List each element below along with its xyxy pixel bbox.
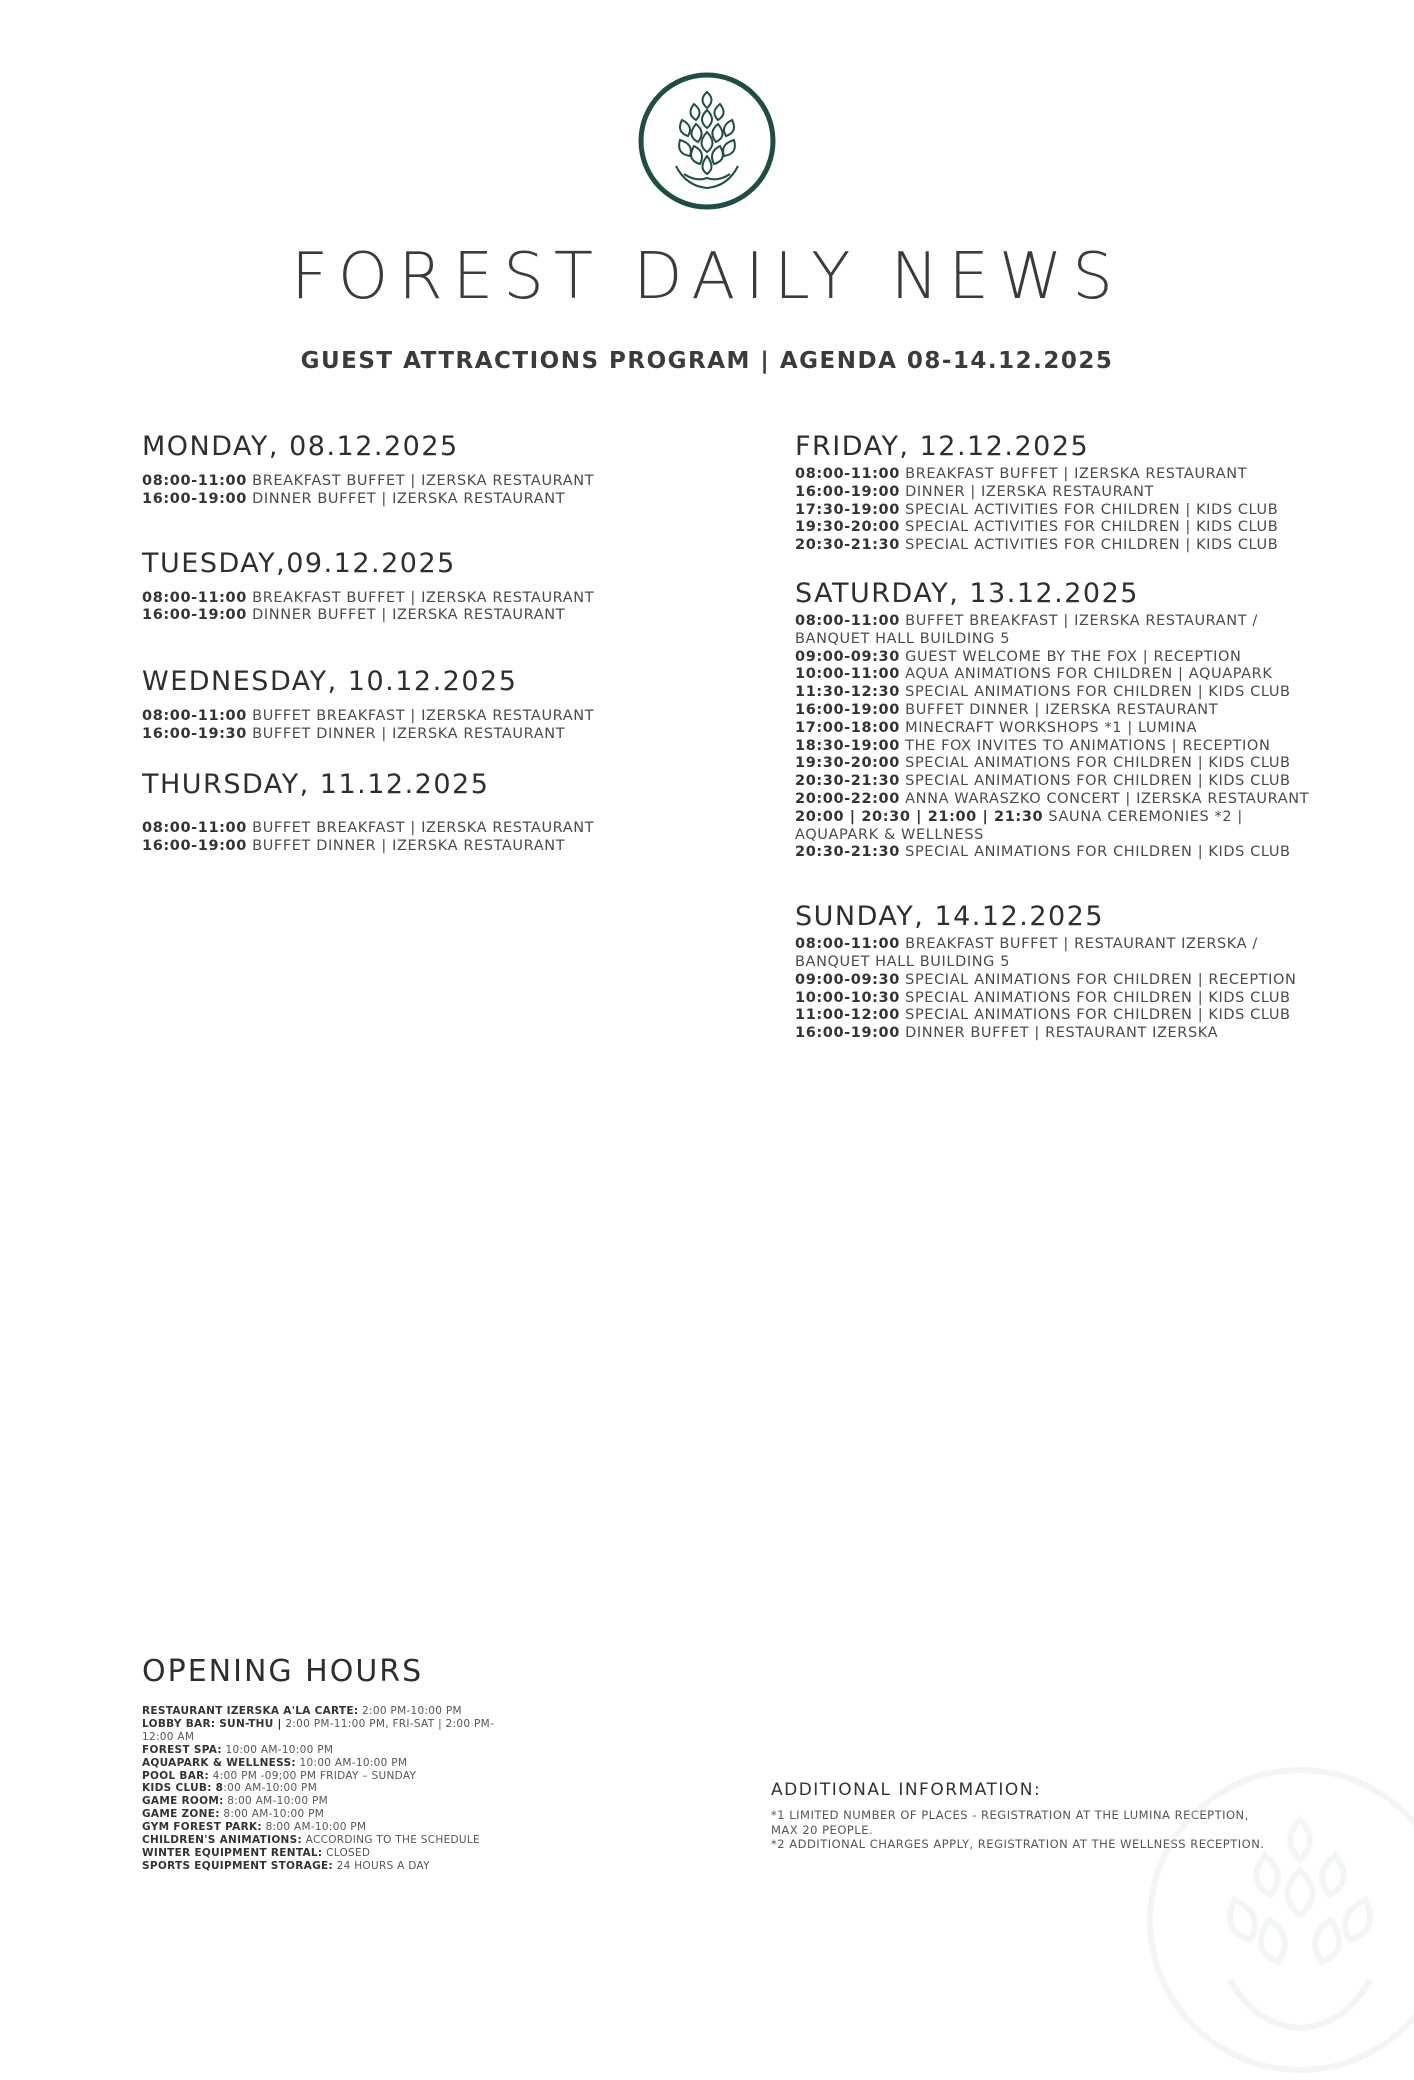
- event-item: [795, 484, 1315, 502]
- event-text: AQUA ANIMATIONS FOR CHILDREN | AQUAPARK: [905, 666, 1273, 683]
- event-text: SAUNA CEREMONIES *2 | AQUAPARK & WELLNESS: [795, 808, 1243, 843]
- event-item: [142, 726, 702, 744]
- event-time: 16:00-19:00: [142, 607, 247, 624]
- opening-hours-value: CLOSED: [326, 1846, 371, 1859]
- additional-information-title: ADDITIONAL INFORMATION:: [771, 1780, 1042, 1800]
- event-time: 17:30-19:00: [795, 501, 900, 518]
- event-text: BUFFET DINNER | IZERSKA RESTAURANT: [252, 837, 566, 854]
- event-text: BUFFET BREAKFAST | IZERSKA RESTAURANT: [252, 819, 595, 836]
- opening-hours-key: FOREST SPA:: [142, 1743, 222, 1756]
- event-time: 20:00 | 20:30 | 21:00 | 21:30: [795, 808, 1044, 825]
- opening-hours-value: 2:00 PM-11:00 PM, FRI-SAT | 2:00 PM-12:00 AM: [142, 1717, 495, 1743]
- day-title: TUESDAY,09.12.2025: [142, 547, 456, 579]
- opening-hours-value: 2:00 PM-10:00 PM: [362, 1705, 462, 1717]
- day-saturday: [795, 577, 1315, 862]
- schedule-right-column: [795, 430, 1315, 1043]
- opening-hours-value: 8:00 AM-10:00 PM: [223, 1808, 325, 1821]
- opening-hours-key: POOL BAR:: [142, 1769, 210, 1782]
- event-item: [142, 590, 702, 608]
- event-list: [795, 466, 1315, 555]
- event-item: [795, 1007, 1315, 1025]
- event-text: THE FOX INVITES TO ANIMATIONS | RECEPTION: [905, 737, 1271, 754]
- event-time: 08:00-11:00: [142, 708, 247, 725]
- event-time: 16:00-19:30: [142, 725, 247, 742]
- event-item: [142, 473, 702, 491]
- event-time: 19:30-20:00: [795, 519, 900, 536]
- day-title: FRIDAY, 12.12.2025: [795, 431, 1090, 462]
- event-item: [795, 990, 1315, 1008]
- footnote: *1 LIMITED NUMBER OF PLACES - REGISTRATION AT THE LUMINA RECEPTION, MAX 20 PEOPLE.: [771, 1808, 1249, 1837]
- event-time: 08:00-11:00: [142, 589, 247, 606]
- pinecone-watermark-icon: [1140, 1760, 1414, 2080]
- event-text: SPECIAL ACTIVITIES FOR CHILDREN | KIDS CLUB: [905, 519, 1279, 536]
- event-time: 08:00-11:00: [142, 819, 247, 836]
- event-text: SPECIAL ACTIVITIES FOR CHILDREN | KIDS CLUB: [905, 537, 1279, 554]
- opening-hours-key: CHILDREN'S ANIMATIONS:: [142, 1834, 303, 1847]
- event-text: ANNA WARASZKO CONCERT | IZERSKA RESTAURANT: [905, 790, 1310, 807]
- event-time: 16:00-19:00: [142, 837, 247, 854]
- opening-hours-item: [142, 1795, 502, 1808]
- event-time: 11:30-12:30: [795, 684, 900, 701]
- event-item: [142, 491, 702, 509]
- event-text: DINNER BUFFET | RESTAURANT IZERSKA: [905, 1025, 1219, 1042]
- event-text: SPECIAL ANIMATIONS FOR CHILDREN | RECEPTION: [905, 971, 1297, 988]
- opening-hours-item: [142, 1860, 502, 1873]
- opening-hours-key: GAME ZONE:: [142, 1808, 220, 1821]
- opening-hours-item: [142, 1834, 502, 1847]
- event-text: SPECIAL ANIMATIONS FOR CHILDREN | KIDS CLUB: [905, 755, 1291, 772]
- event-time: 09:00-09:30: [795, 648, 900, 665]
- event-time: 09:00-09:30: [795, 971, 900, 988]
- event-time: 08:00-11:00: [142, 473, 247, 489]
- event-item: [795, 466, 1315, 484]
- opening-hours-item: [142, 1808, 502, 1821]
- event-time: 16:00-19:00: [795, 1025, 900, 1042]
- event-item: [142, 838, 702, 856]
- event-time: 16:00-19:00: [142, 490, 247, 507]
- event-text: BREAKFAST BUFFET | IZERSKA RESTAURANT: [252, 589, 595, 606]
- opening-hours-item: [142, 1705, 502, 1718]
- day-tuesday: [142, 547, 702, 626]
- event-list: [142, 473, 702, 509]
- event-text: BUFFET DINNER | IZERSKA RESTAURANT: [252, 725, 566, 742]
- event-item: [795, 702, 1315, 720]
- event-time: 10:00-10:30: [795, 989, 900, 1006]
- event-text: MINECRAFT WORKSHOPS *1 | LUMINA: [905, 719, 1198, 736]
- event-text: SPECIAL ANIMATIONS FOR CHILDREN | KIDS CLUB: [905, 684, 1291, 701]
- event-item: [795, 972, 1315, 990]
- event-time: 11:00-12:00: [795, 1007, 900, 1024]
- event-item: [795, 755, 1315, 773]
- day-sunday: [795, 900, 1315, 1043]
- event-text: BUFFET DINNER | IZERSKA RESTAURANT: [905, 701, 1219, 718]
- event-text: BREAKFAST BUFFET | IZERSKA RESTAURANT: [252, 473, 595, 489]
- event-item: [795, 1025, 1315, 1043]
- event-time: 08:00-11:00: [795, 936, 900, 953]
- opening-hours-item: [142, 1757, 502, 1770]
- event-item: [795, 936, 1315, 972]
- event-item: [795, 519, 1315, 537]
- event-time: 20:00-22:00: [795, 790, 900, 807]
- day-monday: [142, 430, 702, 509]
- event-item: [142, 708, 702, 726]
- event-time: 18:30-19:00: [795, 737, 900, 754]
- event-time: 20:30-21:30: [795, 844, 900, 861]
- event-text: DINNER | IZERSKA RESTAURANT: [905, 483, 1155, 500]
- event-text: BREAKFAST BUFFET | IZERSKA RESTAURANT: [905, 466, 1248, 482]
- event-time: 20:30-21:30: [795, 773, 900, 790]
- opening-hours: [142, 1653, 502, 1873]
- event-list: [142, 708, 702, 744]
- opening-hours-key: LOBBY BAR: SUN-THU |: [142, 1717, 282, 1730]
- event-time: 08:00-11:00: [795, 466, 900, 482]
- event-item: [795, 666, 1315, 684]
- event-text: SPECIAL ANIMATIONS FOR CHILDREN | KIDS CLUB: [905, 773, 1291, 790]
- opening-hours-key: RESTAURANT IZERSKA A'LA CARTE:: [142, 1705, 359, 1717]
- footnote: *2 ADDITIONAL CHARGES APPLY, REGISTRATION AT THE WELLNESS RECEPTION.: [771, 1837, 1265, 1851]
- schedule-left-column: [142, 430, 702, 855]
- event-time: 16:00-19:00: [795, 483, 900, 500]
- event-item: [142, 820, 702, 838]
- event-item: [795, 791, 1315, 809]
- event-item: [142, 607, 702, 625]
- event-text: BREAKFAST BUFFET | RESTAURANT IZERSKA / BANQUET HALL BUILDING 5: [795, 936, 1258, 970]
- event-item: [795, 684, 1315, 702]
- opening-hours-value: :00 AM-10:00 PM: [223, 1782, 318, 1795]
- opening-hours-value: 24 HOURS A DAY: [336, 1859, 430, 1872]
- event-text: SPECIAL ANIMATIONS FOR CHILDREN | KIDS CLUB: [905, 844, 1291, 861]
- opening-hours-key: GYM FOREST PARK:: [142, 1821, 262, 1834]
- opening-hours-title: OPENING HOURS: [142, 1654, 424, 1689]
- event-item: [795, 649, 1315, 667]
- day-title: THURSDAY, 11.12.2025: [142, 768, 490, 800]
- opening-hours-item: [142, 1770, 502, 1783]
- opening-hours-value: 10:00 AM-10:00 PM: [225, 1743, 334, 1756]
- page-title: FOREST DAILY NEWS: [291, 240, 1123, 314]
- event-text: GUEST WELCOME BY THE FOX | RECEPTION: [905, 648, 1242, 665]
- event-text: SPECIAL ACTIVITIES FOR CHILDREN | KIDS CLUB: [905, 501, 1279, 518]
- opening-hours-value: 8:00 AM-10:00 PM: [265, 1821, 367, 1834]
- event-text: SPECIAL ANIMATIONS FOR CHILDREN | KIDS CLUB: [905, 989, 1291, 1006]
- event-item: [795, 844, 1315, 862]
- event-item: [795, 773, 1315, 791]
- opening-hours-key: WINTER EQUIPMENT RENTAL:: [142, 1846, 323, 1859]
- opening-hours-item: [142, 1847, 502, 1860]
- opening-hours-key: KIDS CLUB: 8: [142, 1782, 224, 1795]
- opening-hours-item: [142, 1782, 502, 1795]
- event-item: [795, 809, 1315, 845]
- page-subtitle: GUEST ATTRACTIONS PROGRAM | AGENDA 08-14.12.2025: [300, 348, 1114, 374]
- event-item: [795, 720, 1315, 738]
- event-list: [142, 820, 702, 856]
- opening-hours-value: ACCORDING TO THE SCHEDULE: [305, 1834, 480, 1847]
- opening-hours-value: 8:00 AM-10:00 PM: [227, 1795, 328, 1808]
- event-time: 17:00-18:00: [795, 719, 900, 736]
- event-text: BUFFET BREAKFAST | IZERSKA RESTAURANT / BANQUET HALL BUILDING 5: [795, 612, 1258, 647]
- event-time: 19:30-20:00: [795, 755, 900, 772]
- event-text: DINNER BUFFET | IZERSKA RESTAURANT: [252, 607, 566, 624]
- opening-hours-value: 10:00 AM-10:00 PM: [299, 1756, 408, 1769]
- day-wednesday: [142, 665, 702, 744]
- event-text: SPECIAL ANIMATIONS FOR CHILDREN | KIDS CLUB: [905, 1007, 1291, 1024]
- event-text: BUFFET BREAKFAST | IZERSKA RESTAURANT: [252, 708, 595, 725]
- day-title: MONDAY, 08.12.2025: [142, 431, 459, 462]
- event-item: [795, 738, 1315, 756]
- event-item: [795, 502, 1315, 520]
- opening-hours-key: AQUAPARK & WELLNESS:: [142, 1756, 296, 1769]
- opening-hours-item: [142, 1718, 502, 1744]
- opening-hours-item: [142, 1821, 502, 1834]
- day-thursday: [142, 768, 702, 856]
- opening-hours-key: GAME ROOM:: [142, 1795, 224, 1808]
- day-title: SUNDAY, 14.12.2025: [795, 901, 1105, 933]
- event-time: 20:30-21:30: [795, 537, 900, 554]
- event-item: [795, 613, 1315, 649]
- event-text: DINNER BUFFET | IZERSKA RESTAURANT: [252, 490, 566, 507]
- event-time: 16:00-19:00: [795, 701, 900, 718]
- opening-hours-key: SPORTS EQUIPMENT STORAGE:: [142, 1859, 333, 1872]
- day-title: SATURDAY, 13.12.2025: [795, 577, 1139, 609]
- event-item: [795, 537, 1315, 555]
- pinecone-logo-icon: [636, 70, 778, 212]
- event-list: [142, 590, 702, 626]
- event-time: 10:00-11:00: [795, 666, 900, 683]
- event-time: 08:00-11:00: [795, 612, 900, 629]
- opening-hours-value: 4:00 PM -09;00 PM FRIDAY – SUNDAY: [212, 1769, 417, 1782]
- opening-hours-item: [142, 1744, 502, 1757]
- day-friday: [795, 430, 1315, 555]
- event-list: [795, 613, 1315, 862]
- event-list: [795, 936, 1315, 1043]
- day-title: WEDNESDAY, 10.12.2025: [142, 666, 518, 698]
